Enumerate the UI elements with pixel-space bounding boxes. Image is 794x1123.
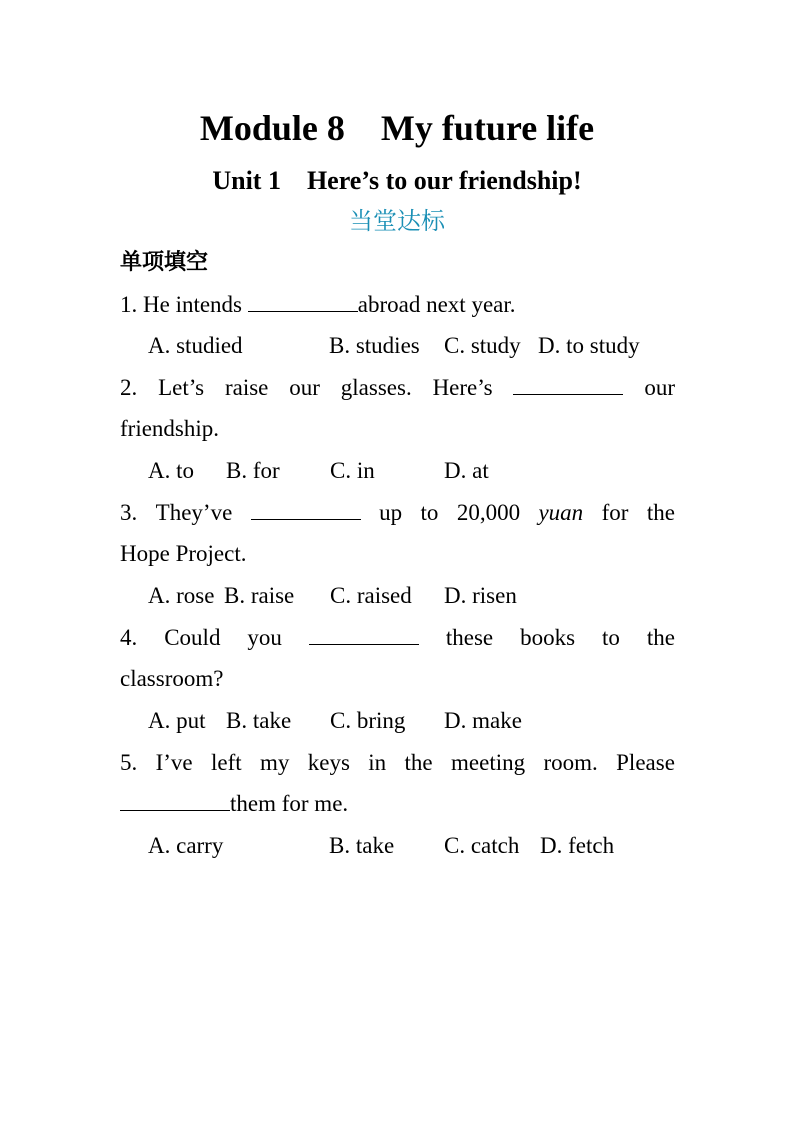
option-b: B. raise	[224, 583, 295, 608]
word: 3.	[120, 500, 138, 525]
option-d: D. to study	[538, 333, 640, 358]
word: I’ve	[155, 750, 193, 775]
word: my	[260, 750, 290, 775]
option-d: D. risen	[444, 583, 517, 608]
question-5	[120, 747, 675, 779]
word: for	[601, 500, 629, 525]
question-4-cont: classroom?	[120, 666, 224, 691]
option-a: A. put	[148, 708, 206, 733]
word: the	[404, 750, 433, 775]
option-c: C. in	[330, 458, 375, 483]
word: in	[368, 750, 387, 775]
word: 20,000	[456, 500, 521, 525]
section-tag: 当堂达标	[349, 207, 445, 235]
word: you	[247, 625, 282, 650]
option-c: C. bring	[330, 708, 406, 733]
question-2-cont: friendship.	[120, 416, 220, 441]
question-4	[120, 622, 675, 654]
question-2	[120, 372, 675, 404]
option-a: A. to	[148, 458, 194, 483]
option-c: C. catch	[444, 833, 520, 858]
answer-blank	[120, 788, 230, 811]
word: 5.	[120, 750, 138, 775]
section-heading: 单项填空	[120, 250, 209, 275]
word: the	[646, 625, 675, 650]
word: to	[420, 500, 439, 525]
word: raise	[224, 375, 269, 400]
word: Could	[164, 625, 221, 650]
word: keys	[307, 750, 350, 775]
answer-blank	[513, 372, 623, 395]
option-d: D. make	[444, 708, 522, 733]
option-b: B. take	[329, 833, 395, 858]
word: books	[520, 625, 576, 650]
answer-blank	[251, 497, 361, 520]
question-5-cont	[120, 788, 675, 820]
word: to	[602, 625, 620, 650]
word: our	[289, 375, 320, 400]
answer-blank	[309, 622, 419, 645]
option-b: B. take	[226, 708, 292, 733]
word: our	[644, 375, 675, 400]
word: 4.	[120, 625, 138, 650]
word: 2.	[120, 375, 138, 400]
question-3-cont: Hope Project.	[120, 541, 247, 566]
question-1	[120, 289, 675, 321]
word: left	[211, 750, 242, 775]
option-d: D. at	[444, 458, 489, 483]
option-d: D. fetch	[540, 833, 615, 858]
unit-subtitle: Unit 1 Here’s to our friendship!	[212, 166, 582, 195]
option-b: B. for	[226, 458, 280, 483]
word: meeting	[451, 750, 526, 775]
word: yuan	[538, 500, 584, 525]
option-c: C. raised	[330, 583, 412, 608]
answer-blank	[248, 289, 358, 312]
word: Please	[616, 750, 675, 775]
word: glasses.	[340, 375, 412, 400]
option-a: A. carry	[148, 833, 224, 858]
question-text: them for me.	[230, 791, 349, 816]
word: Here’s	[432, 375, 493, 400]
word: room.	[543, 750, 598, 775]
option-a: A. rose	[148, 583, 215, 608]
word: the	[646, 500, 675, 525]
word: Let’s	[158, 375, 205, 400]
option-c: C. study	[444, 333, 521, 358]
option-b: B. studies	[329, 333, 420, 358]
word: these	[445, 625, 494, 650]
option-a: A. studied	[148, 333, 243, 358]
question-3	[120, 497, 675, 529]
word: up	[379, 500, 403, 525]
page-title: Module 8 My future life	[199, 108, 595, 148]
question-text: abroad next year.	[357, 292, 516, 317]
word: They’ve	[155, 500, 233, 525]
question-text: 1. He intends	[120, 292, 248, 317]
